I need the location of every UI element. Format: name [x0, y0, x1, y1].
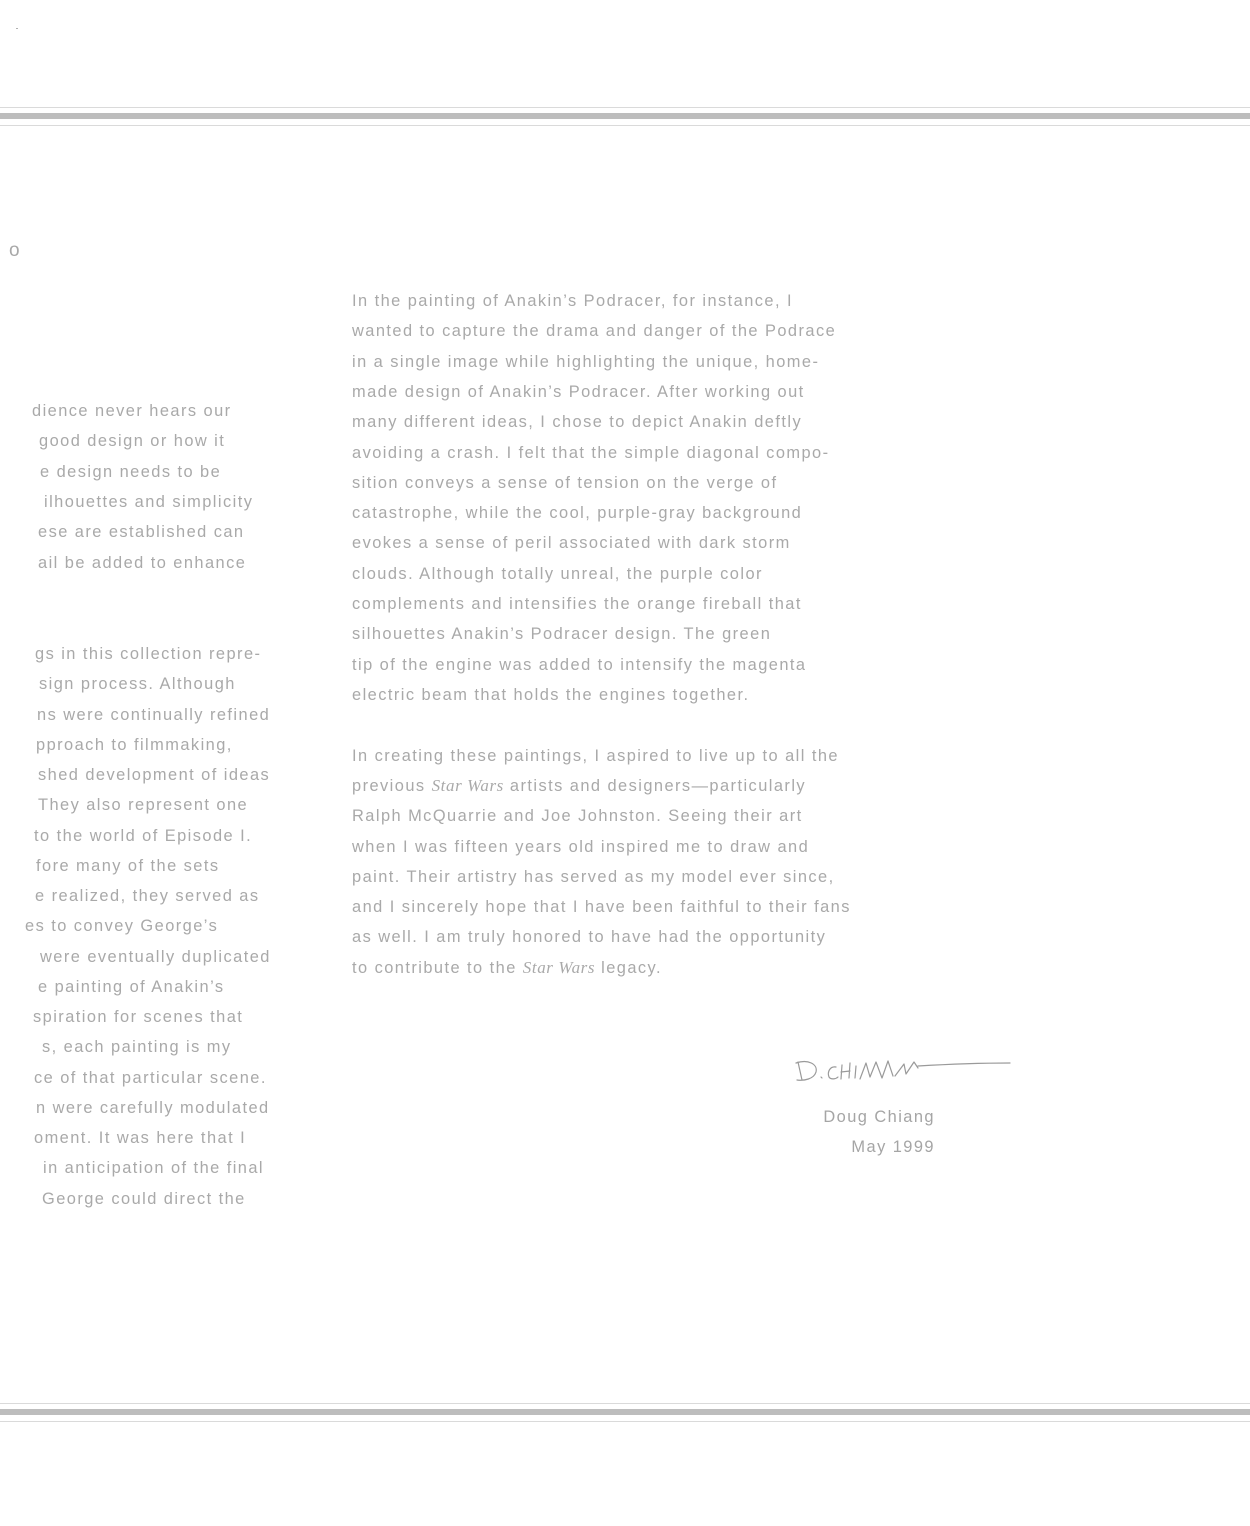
right-p1-line-1: In the painting of Anakin’s Podracer, for instance, I	[352, 292, 794, 310]
text-span: previous	[352, 777, 432, 795]
bottom-rule-lower-line	[0, 1421, 1250, 1422]
right-p1-line-3: in a single image while highlighting the unique, home-	[352, 352, 820, 371]
left-p2-line-13: spiration for scenes that	[33, 1008, 244, 1026]
right-p1-line-6: avoiding a crash. I felt that the simple diagonal compo-	[352, 443, 830, 462]
left-p2-line-14: s, each painting is my	[42, 1038, 232, 1057]
italic-title-star-wars: Star Wars	[522, 958, 596, 977]
left-p2-line-9: e realized, they served as	[35, 887, 260, 905]
left-p2-line-5: shed development of ideas	[38, 766, 271, 784]
right-p1-line-2: wanted to capture the drama and danger of the Podrace	[352, 322, 837, 341]
left-p1-line-6: ail be added to enhance	[38, 553, 247, 572]
right-p1-line-8: catastrophe, while the cool, purple-gray background	[352, 504, 803, 523]
right-p2-line-5: paint. Their artistry has served as my model ever since,	[352, 868, 835, 886]
left-p2-line-16: n were carefully modulated	[36, 1098, 270, 1117]
bottom-rule-upper-line	[0, 1403, 1250, 1404]
left-p2-line-2: sign process. Although	[39, 675, 236, 694]
left-p1-line-4: ilhouettes and simplicity	[44, 492, 254, 511]
right-p1-line-11: complements and intensifies the orange fireball that	[352, 595, 802, 613]
left-p2-line-18: in anticipation of the final	[43, 1159, 265, 1178]
author-name: Doug Chiang	[823, 1108, 935, 1126]
signature-date: May 1999	[851, 1138, 935, 1156]
handwritten-signature	[792, 1050, 1014, 1090]
bottom-rule-thick-line	[0, 1409, 1250, 1415]
left-p1-line-3: e design needs to be	[40, 462, 222, 481]
italic-title-star-wars: Star Wars	[431, 776, 504, 795]
right-p2-line-1: In creating these paintings, I aspired to live up to all the	[352, 747, 839, 765]
right-p1-line-5: many different ideas, I chose to depict Anakin deftly	[352, 413, 803, 432]
right-p2-line-3: Ralph McQuarrie and Joe Johnston. Seeing their art	[352, 807, 803, 825]
cropped-heading-fragment: o	[9, 240, 21, 261]
left-p2-line-7: to the world of Episode I.	[34, 826, 253, 845]
right-p1-line-9: evokes a sense of peril associated with dark storm	[352, 534, 791, 553]
right-p1-line-10: clouds. Although totally unreal, the purple color	[352, 564, 763, 583]
left-p2-line-10: es to convey George’s	[25, 917, 219, 936]
right-p2-line-6: and I sincerely hope that I have been faithful to their fans	[352, 898, 851, 916]
left-p2-line-8: fore many of the sets	[36, 856, 220, 875]
left-p2-line-1: gs in this collection repre-	[35, 645, 262, 663]
left-p1-line-2: good design or how it	[39, 432, 226, 451]
left-p2-line-11: were eventually duplicated	[40, 947, 271, 966]
right-p1-line-4: made design of Anakin’s Podracer. After working out	[352, 382, 805, 401]
right-p2-line-7: as well. I am truly honored to have had the opportunity	[352, 928, 827, 946]
left-p2-line-12: e painting of Anakin’s	[38, 977, 225, 996]
left-text-column	[0, 0, 290, 1526]
text-span: artists and designers—particularly	[503, 777, 807, 795]
left-p2-line-6: They also represent one	[38, 796, 249, 815]
right-p2-line-2	[352, 776, 806, 796]
right-p1-line-12: silhouettes Anakin’s Podracer design. The green	[352, 625, 772, 644]
right-p1-line-13: tip of the engine was added to intensify the magenta	[352, 655, 807, 674]
left-p2-line-3: ns were continually refined	[37, 705, 271, 724]
right-p1-line-7: sition conveys a sense of tension on the verge of	[352, 473, 778, 492]
right-p1-line-14: electric beam that holds the engines together.	[352, 685, 750, 704]
left-p2-line-19: George could direct the	[42, 1189, 246, 1208]
right-p2-line-8	[352, 958, 662, 978]
left-p1-line-1: dience never hears our	[32, 402, 232, 420]
text-span: to contribute to the	[352, 959, 523, 977]
left-p1-line-5: ese are established can	[38, 523, 245, 542]
left-p2-line-15: ce of that particular scene.	[34, 1068, 267, 1087]
left-p2-line-4: pproach to filmmaking,	[36, 735, 233, 754]
right-p2-line-4: when I was fifteen years old inspired me to draw and	[352, 838, 810, 856]
text-span: legacy.	[595, 959, 662, 977]
left-p2-line-17: oment. It was here that I	[34, 1129, 247, 1147]
